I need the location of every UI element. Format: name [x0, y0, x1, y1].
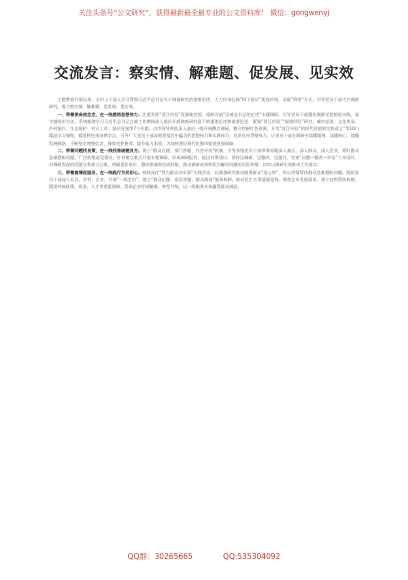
- section-paragraph: [49, 147, 359, 169]
- intro-paragraph: 主题教育开展以来，全市上下深入学习贯彻习近平总书记关于调查研究的重要论述，大力传承弘扬“四下基层”优良传统，采取“四带”方式，引导党员干部大兴调查研究，着力察实情、解难题、促发展、见实效。: [49, 97, 359, 110]
- qq-group-text: QQ群：30265665: [127, 552, 193, 561]
- document-body: [49, 96, 359, 190]
- section-paragraph: [49, 169, 359, 191]
- section-heading: 二、带着问题找良策，在一线找准破题良方。: [57, 147, 143, 153]
- section-text: 持续深化“我为群众办实事”实践活动，以调查研究推动服务群众“连心桥”，用心用情帮扶群众急难愁盼问题。组织党员干部深入社区、乡村、企业，开展“一线走访”，建立“群众出题、党员答题、群众阅卷”服务机制，推动民生实事落地见效。聚焦企业发展需求，建立挂钩帮扶机制，精准对接政策、资金、人才等要素保障，帮助企业纾困解难、转型升级，以一线服务实效赢得群众满意。: [49, 169, 359, 189]
- page-title: 交流发言：察实情、解难题、促发展、见实效: [54, 66, 354, 82]
- section-text: 建立“群众点题、部门答题、社会评价”机制，引导各级党员干部带着问题深入基层、深入群众、深入企业，紧盯群众急难愁盼问题，广泛收集意见建议，针对堵点难点开展专题调研，形成调研报告、提出对策建议。坚持边调研、边整改、边提升，完善“问题—整改—评估”工作闭环，对调研发现的问题分类建立台账，明确责任单位、整改措施和完成时限，推动调研成果转化为解决问题的实际举措，切实以调研实效推动工作落实。: [49, 147, 359, 168]
- section-heading: 三、带着真情促服务，在一线践行为民初心。: [57, 169, 143, 175]
- section-text: 注重发挥“晋江经验”发源地优势，组织开展“沿着总书记的足迹”专题调研，引导党员干部强化溯源学思想促实践，深学细悟用方法，系统梳理学习习近平总书记在闽工作期间深入基层开展调查研究留下的重要足迹和重要论述，策划“晋江经验”“福建经验”研讨、城市党建、文化传承、乡村振兴、生态保护、对台工作、基层党建等7个专题，由市领导带队深入基层一线开展蹲点调研，整合挖掘红色资源，开发“晋江经验”的时代价值和实践意义”等10门精品学习课程，精选特色现场教学点，引导广大党员干部深刻领悟其中蕴含的思想伟力和实践伟力，宣讲宣传贯彻伟力，让党员干部在调研中读懂精神、读懂初心、读懂发展脉络，不断坚定理想信念、锤炼党性修养、提升能力本领，为加快建设现代化强市提供坚强保障。: [49, 111, 359, 146]
- qq-number-text: QQ:535304092: [223, 552, 281, 561]
- top-banner: 关注头条号“公文研究”，获得最新最全最专业的公文资料库！ 微信：gongwenyj: [78, 9, 330, 17]
- footer-contact: [0, 551, 408, 562]
- section-heading: 一、带着使命信念走，在一线感悟思想伟力。: [57, 111, 143, 117]
- section-paragraph: [49, 111, 359, 147]
